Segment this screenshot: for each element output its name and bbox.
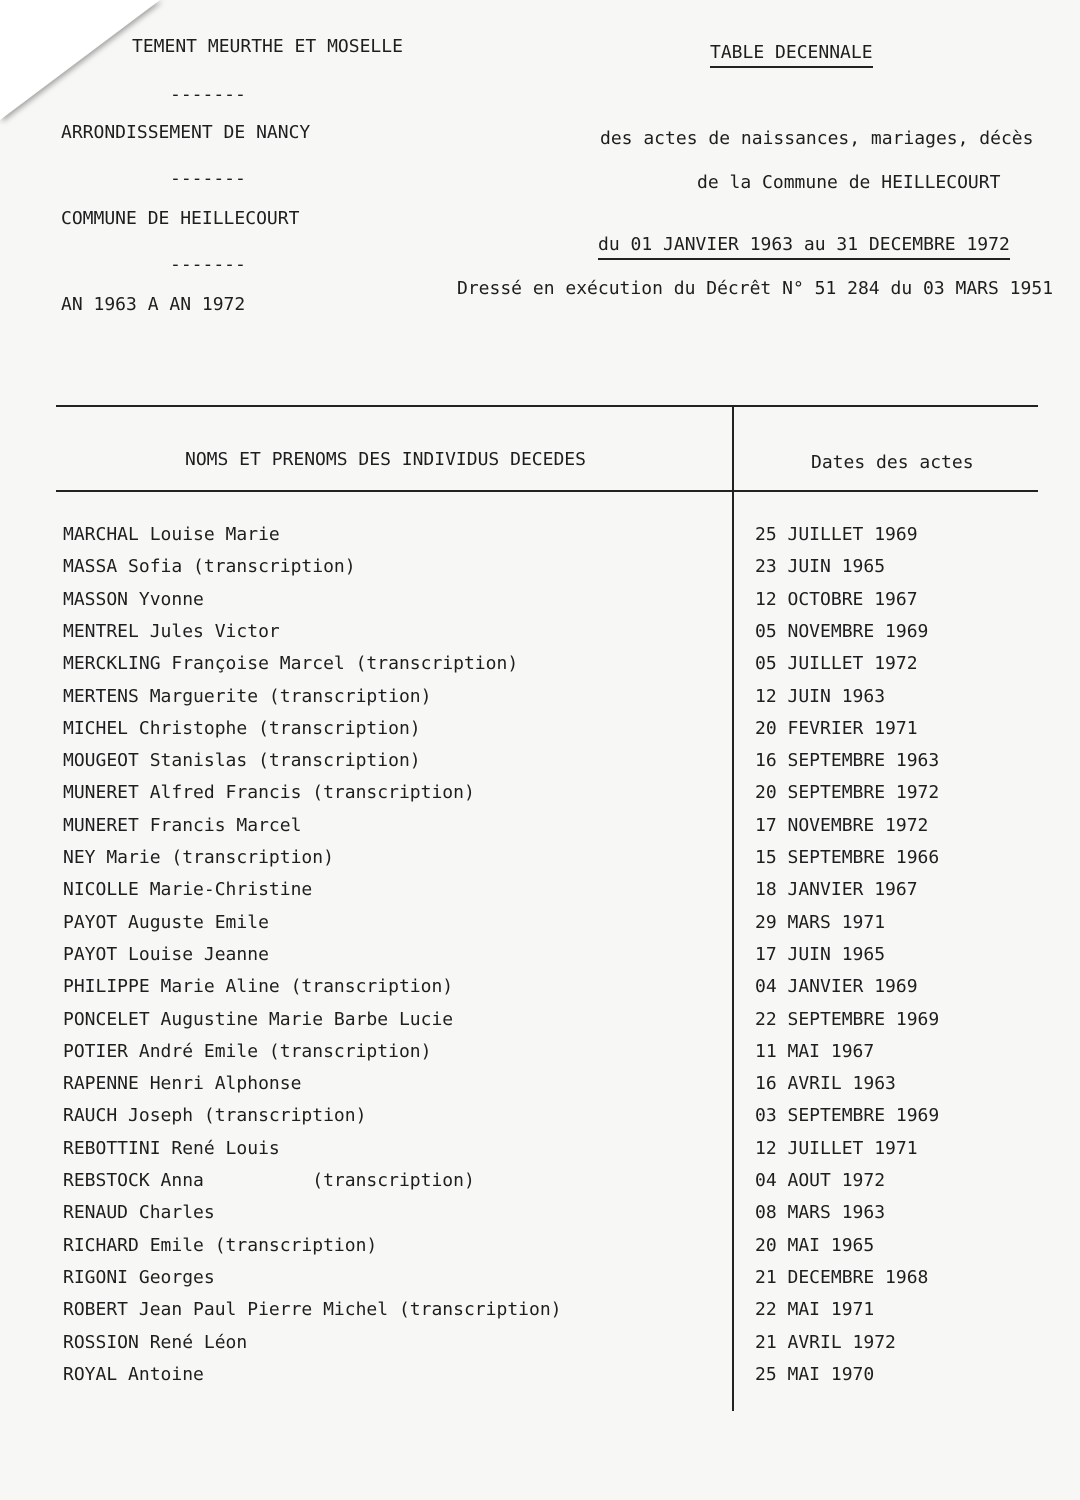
act-date: 05 NOVEMBRE 1969: [755, 620, 929, 642]
table-row: [63, 1105, 1023, 1137]
act-date: 20 FEVRIER 1971: [755, 717, 918, 739]
act-date: 03 SEPTEMBRE 1969: [755, 1105, 940, 1127]
act-date: 05 JUILLET 1972: [755, 653, 918, 675]
act-date: 12 OCTOBRE 1967: [755, 588, 918, 610]
act-date: 15 SEPTEMBRE 1966: [755, 847, 940, 868]
act-date: 16 AVRIL 1963: [755, 1073, 896, 1095]
date-range: du 01 JANVIER 1963 au 31 DECEMBRE 1972: [598, 236, 1010, 260]
deceased-name: MERTENS Marguerite (transcription): [63, 685, 432, 707]
table-row: [63, 879, 1023, 911]
table-row: [63, 1138, 1023, 1170]
deceased-name: RICHARD Emile (transcription): [63, 1234, 378, 1256]
deceased-name: RENAUD Charles: [63, 1202, 215, 1224]
deceased-name: MERCKLING Françoise Marcel (transcription): [63, 653, 519, 675]
arrondissement-label: ARRONDISSEMENT DE NANCY: [61, 122, 311, 143]
table-row: [63, 815, 1023, 847]
table-row: [63, 1299, 1023, 1331]
deceased-name: PAYOT Auguste Emile: [63, 911, 269, 933]
table-row: [63, 1073, 1023, 1105]
act-date: 17 JUIN 1965: [755, 943, 886, 965]
deceased-name: RAUCH Joseph (transcription): [63, 1105, 367, 1127]
act-date: 17 NOVEMBRE 1972: [755, 814, 929, 836]
act-date: 04 JANVIER 1969: [755, 976, 918, 998]
act-date: 25 JUILLET 1969: [755, 524, 918, 545]
table-row: [63, 718, 1023, 750]
act-date: 22 SEPTEMBRE 1969: [755, 1008, 940, 1030]
deceased-name: NICOLLE Marie-Christine: [63, 879, 313, 901]
table-row: [63, 1170, 1023, 1202]
table-row: [63, 653, 1023, 685]
deceased-name: MUNERET Francis Marcel: [63, 814, 302, 836]
table-row: [63, 524, 1023, 556]
deceased-name: RIGONI Georges: [63, 1266, 215, 1288]
deceased-name: MASSA Sofia (transcription): [63, 556, 356, 578]
table-header-rule: [56, 490, 1038, 492]
act-date: 22 MAI 1971: [755, 1299, 875, 1321]
deceased-name: MOUGEOT Stanislas (transcription): [63, 750, 421, 772]
decree-reference: Dressé en exécution du Décrêt N° 51 284 du 03 MARS 1951: [457, 278, 1054, 299]
deceased-name: ROYAL Antoine: [63, 1363, 204, 1385]
table-row: [63, 686, 1023, 718]
act-date: 20 MAI 1965: [755, 1234, 875, 1256]
deceased-name: RAPENNE Henri Alphonse: [63, 1073, 302, 1095]
table-row: [63, 976, 1023, 1008]
act-date: 29 MARS 1971: [755, 911, 886, 933]
table-row: [63, 1041, 1023, 1073]
deceased-name: MARCHAL Louise Marie: [63, 524, 280, 545]
table-row: [63, 1202, 1023, 1234]
table-row: [63, 1009, 1023, 1041]
act-date: 25 MAI 1970: [755, 1363, 875, 1385]
deceased-name: ROBERT Jean Paul Pierre Michel (transcription): [63, 1299, 562, 1321]
act-date: 12 JUILLET 1971: [755, 1137, 918, 1159]
deceased-name: MICHEL Christophe (transcription): [63, 717, 421, 739]
separator-1: -------: [170, 84, 246, 105]
act-date: 04 AOUT 1972: [755, 1170, 886, 1191]
table-row: [63, 589, 1023, 621]
names-column-header: NOMS ET PRENOMS DES INDIVIDUS DECEDES: [185, 449, 586, 470]
table-row: [63, 782, 1023, 814]
dates-column-header: Dates des actes: [811, 452, 974, 473]
table-row: [63, 621, 1023, 653]
subtitle-line-1: des actes de naissances, mariages, décès: [600, 128, 1034, 149]
deceased-name: PONCELET Augustine Marie Barbe Lucie: [63, 1008, 454, 1030]
act-date: 08 MARS 1963: [755, 1202, 886, 1224]
deceased-name: REBSTOCK Anna (transcription): [63, 1170, 475, 1191]
deceased-name: MENTREL Jules Victor: [63, 620, 280, 642]
document-title: TABLE DECENNALE: [710, 44, 873, 68]
table-row: [63, 1235, 1023, 1267]
deceased-name: PHILIPPE Marie Aline (transcription): [63, 976, 454, 998]
subtitle-line-2: de la Commune de HEILLECOURT: [697, 172, 1001, 193]
deceased-name: MUNERET Alfred Francis (transcription): [63, 782, 475, 804]
act-date: 21 DECEMBRE 1968: [755, 1266, 929, 1288]
table-row: [63, 847, 1023, 879]
folded-corner: [0, 0, 160, 120]
table-row: [63, 944, 1023, 976]
departement-label: TEMENT MEURTHE ET MOSELLE: [132, 36, 403, 57]
act-date: 16 SEPTEMBRE 1963: [755, 750, 940, 772]
separator-3: -------: [170, 254, 246, 275]
deceased-name: MASSON Yvonne: [63, 588, 204, 610]
commune-label: COMMUNE DE HEILLECOURT: [61, 208, 300, 229]
act-date: 18 JANVIER 1967: [755, 879, 918, 901]
act-date: 20 SEPTEMBRE 1972: [755, 782, 940, 804]
act-date: 11 MAI 1967: [755, 1040, 875, 1062]
table-row: [63, 1364, 1023, 1396]
separator-2: -------: [170, 168, 246, 189]
table-row: [63, 912, 1023, 944]
act-date: 12 JUIN 1963: [755, 685, 886, 707]
deceased-name: PAYOT Louise Jeanne: [63, 943, 269, 965]
table-row: [63, 556, 1023, 588]
act-date: 23 JUIN 1965: [755, 556, 886, 578]
act-date: 21 AVRIL 1972: [755, 1331, 896, 1353]
period-label: AN 1963 A AN 1972: [61, 294, 246, 315]
table-row: [63, 1332, 1023, 1364]
deceased-name: POTIER André Emile (transcription): [63, 1040, 432, 1062]
deceased-name: REBOTTINI René Louis: [63, 1137, 280, 1159]
deceased-name: NEY Marie (transcription): [63, 847, 334, 868]
table-top-rule: [56, 405, 1038, 407]
table-row: [63, 750, 1023, 782]
deceased-name: ROSSION René Léon: [63, 1331, 248, 1353]
table-row: [63, 1267, 1023, 1299]
